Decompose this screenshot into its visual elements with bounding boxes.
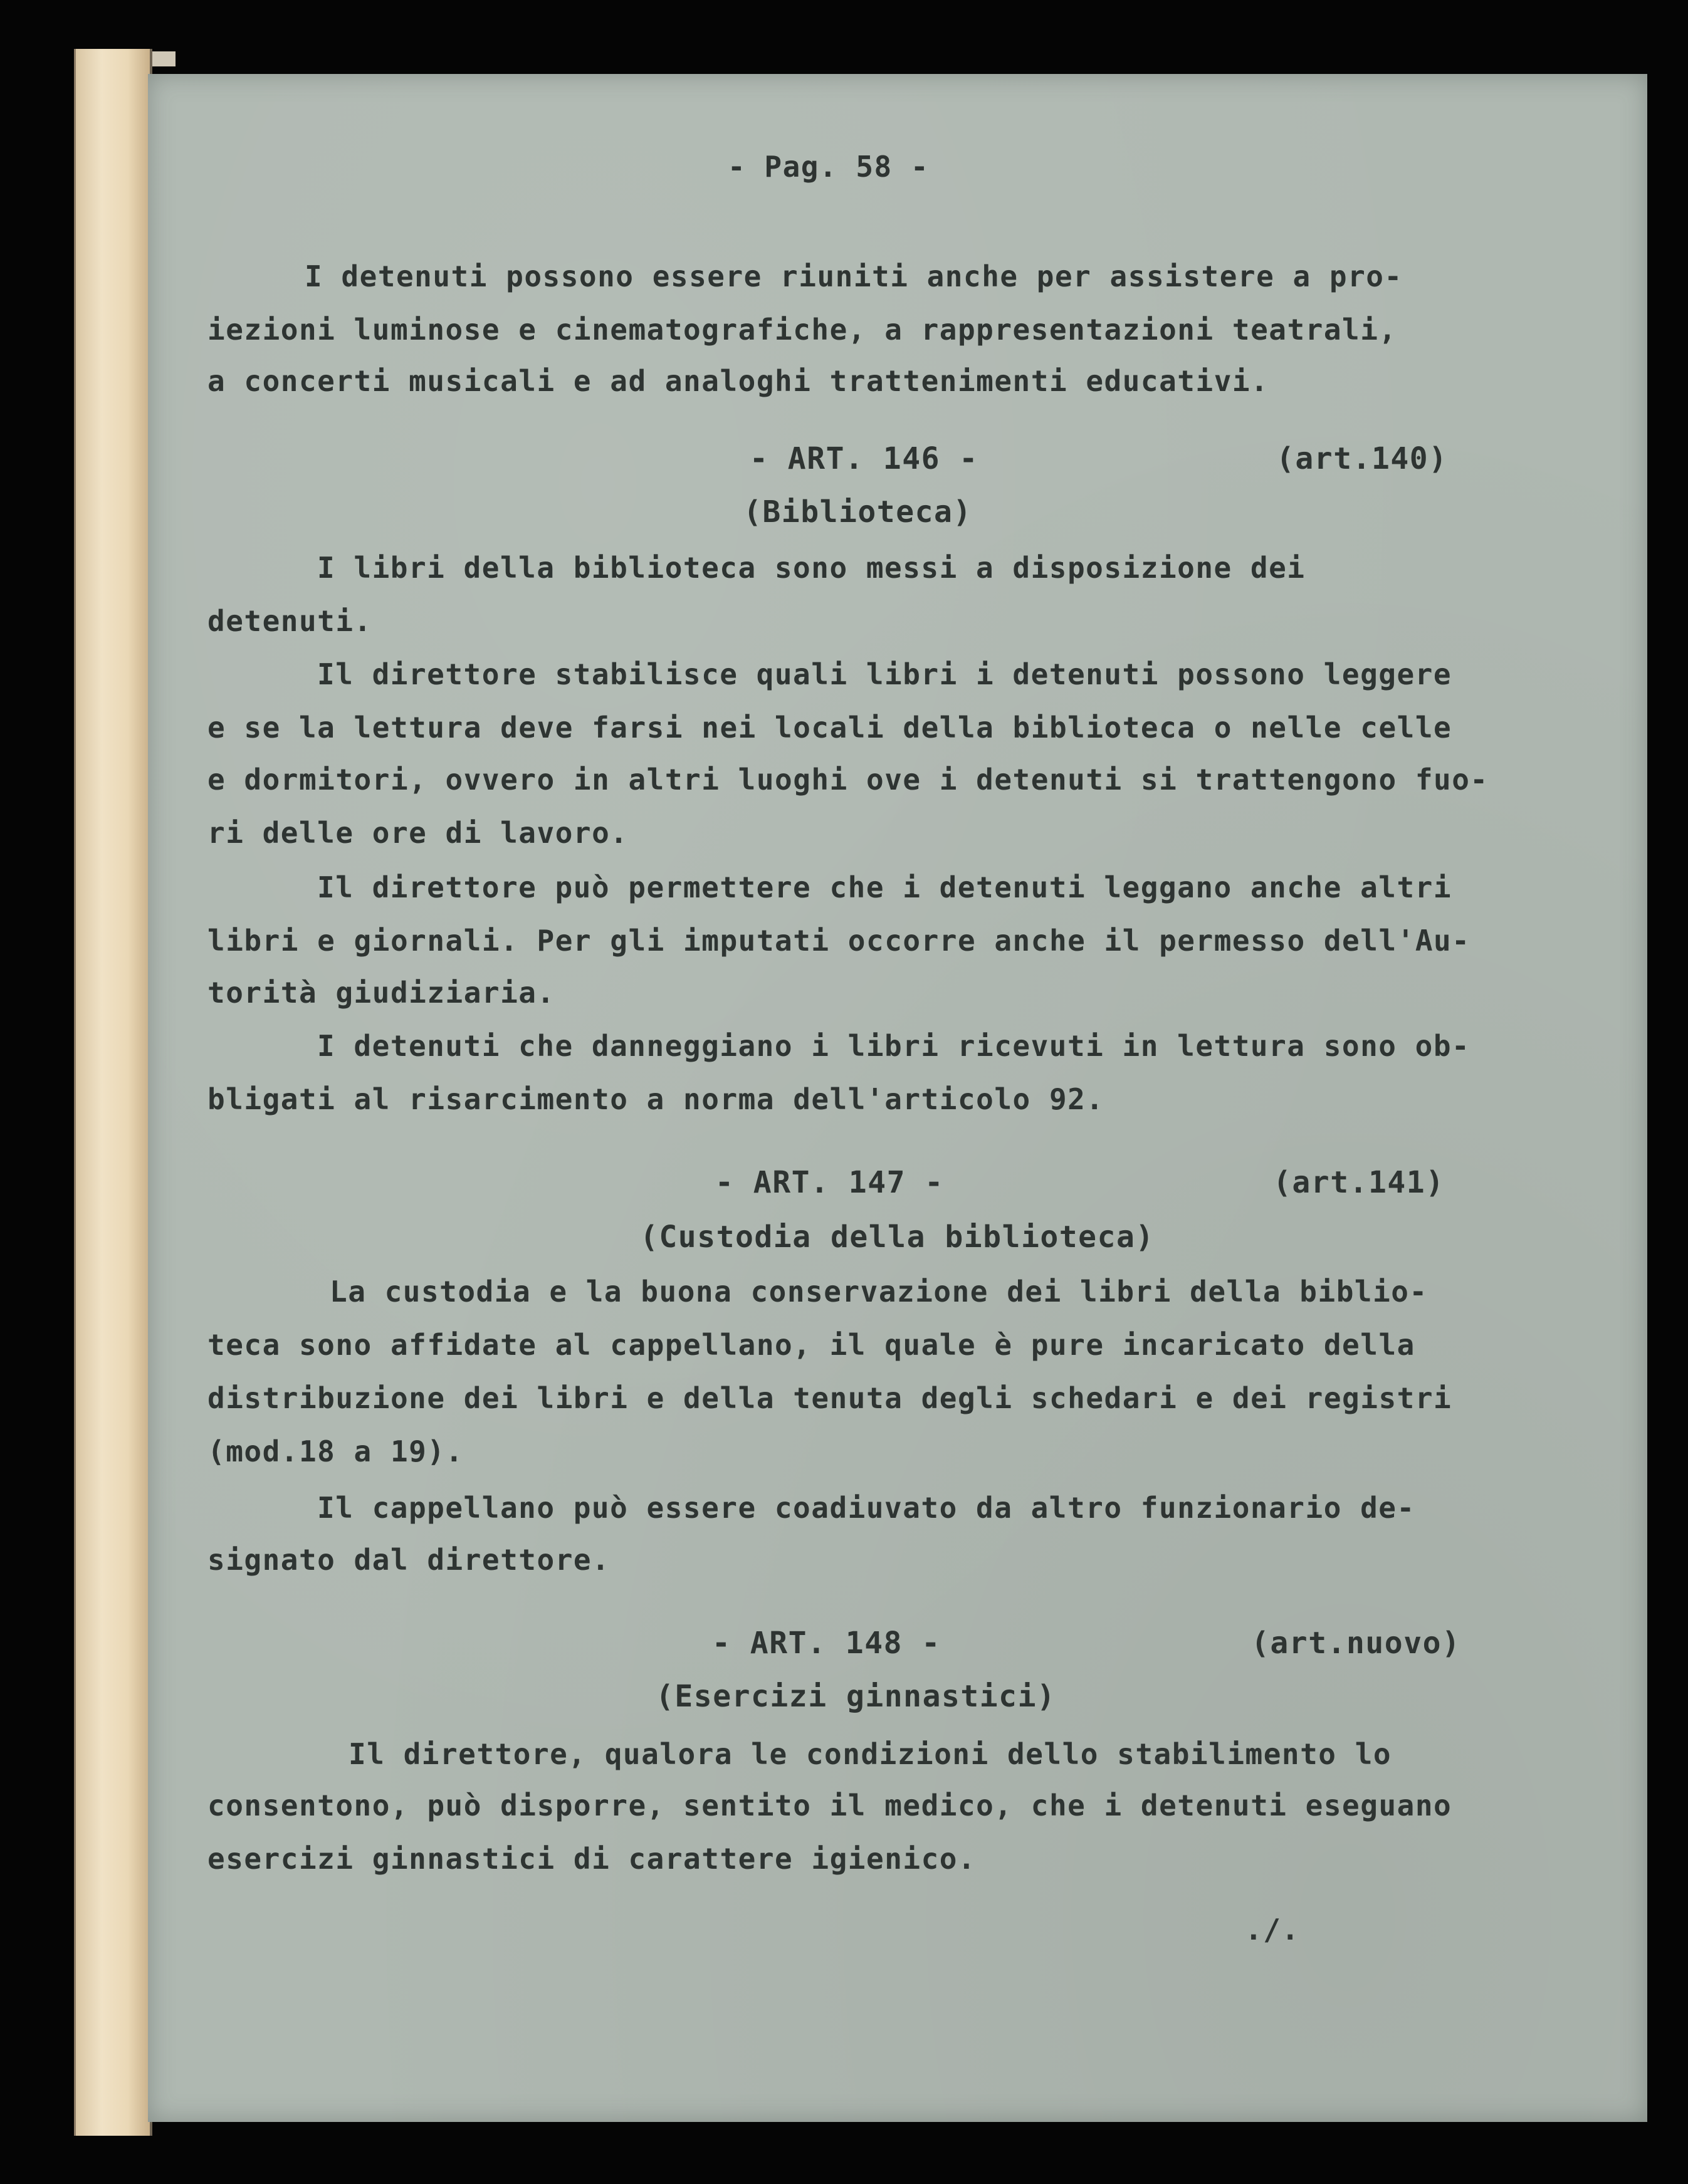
text-line: I detenuti che danneggiano i libri ricevuti in lettura sono ob-: [317, 1029, 1470, 1063]
text-line: Il direttore può permettere che i detenuti leggano anche altri: [317, 870, 1452, 904]
text-line: a concerti musicali e ad analoghi trattenimenti educativi.: [207, 364, 1269, 398]
continuation-mark: ./.: [1245, 1913, 1300, 1946]
text-line: detenuti.: [207, 604, 372, 638]
text-line: (mod.18 a 19).: [207, 1434, 464, 1468]
page-number: - Pag. 58 -: [728, 150, 930, 184]
text-line: signato dal direttore.: [207, 1543, 611, 1577]
text-line: esercizi ginnastici di carattere igienico.: [207, 1842, 977, 1876]
text-line: e dormitori, ovvero in altri luoghi ove i detenuti si trattengono fuo-: [207, 763, 1489, 797]
article-heading: - ART. 148 -: [712, 1626, 941, 1661]
text-line: libri e giornali. Per gli imputati occorre anche il permesso dell'Au-: [207, 924, 1470, 958]
text-line: iezioni luminose e cinematografiche, a rappresentazioni teatrali,: [207, 313, 1397, 347]
text-line: I libri della biblioteca sono messi a disposizione dei: [317, 551, 1306, 585]
text-line: Il direttore, qualora le condizioni dello stabilimento lo: [349, 1737, 1392, 1771]
text-line: Il direttore stabilisce quali libri i detenuti possono leggere: [317, 657, 1452, 691]
document-page: [148, 74, 1647, 2122]
text-line: consentono, può disporre, sentito il medico, che i detenuti eseguano: [207, 1789, 1452, 1822]
article-heading: - ART. 146 -: [750, 441, 978, 476]
article-reference: (art.nuovo): [1251, 1626, 1461, 1661]
text-line: torità giudiziaria.: [207, 976, 555, 1010]
article-title: (Custodia della biblioteca): [640, 1220, 1155, 1255]
article-title: (Biblioteca): [743, 494, 972, 530]
article-reference: (art.141): [1273, 1165, 1445, 1200]
text-line: ri delle ore di lavoro.: [207, 816, 629, 850]
article-reference: (art.140): [1276, 441, 1448, 476]
article-heading: - ART. 147 -: [715, 1165, 944, 1200]
text-line: I detenuti possono essere riuniti anche per assistere a pro-: [305, 259, 1403, 293]
text-line: bligati al risarcimento a norma dell'articolo 92.: [207, 1082, 1104, 1116]
text-line: La custodia e la buona conservazione dei libri della biblio-: [330, 1275, 1428, 1309]
text-line: teca sono affidate al cappellano, il quale è pure incaricato della: [207, 1328, 1415, 1362]
article-title: (Esercizi ginnastici): [656, 1679, 1056, 1714]
text-line: Il cappellano può essere coadiuvato da altro funzionario de-: [317, 1491, 1415, 1525]
text-line: distribuzione dei libri e della tenuta degli schedari e dei registri: [207, 1381, 1452, 1415]
binding-spine: [74, 49, 152, 2136]
text-line: e se la lettura deve farsi nei locali della biblioteca o nelle celle: [207, 711, 1452, 745]
